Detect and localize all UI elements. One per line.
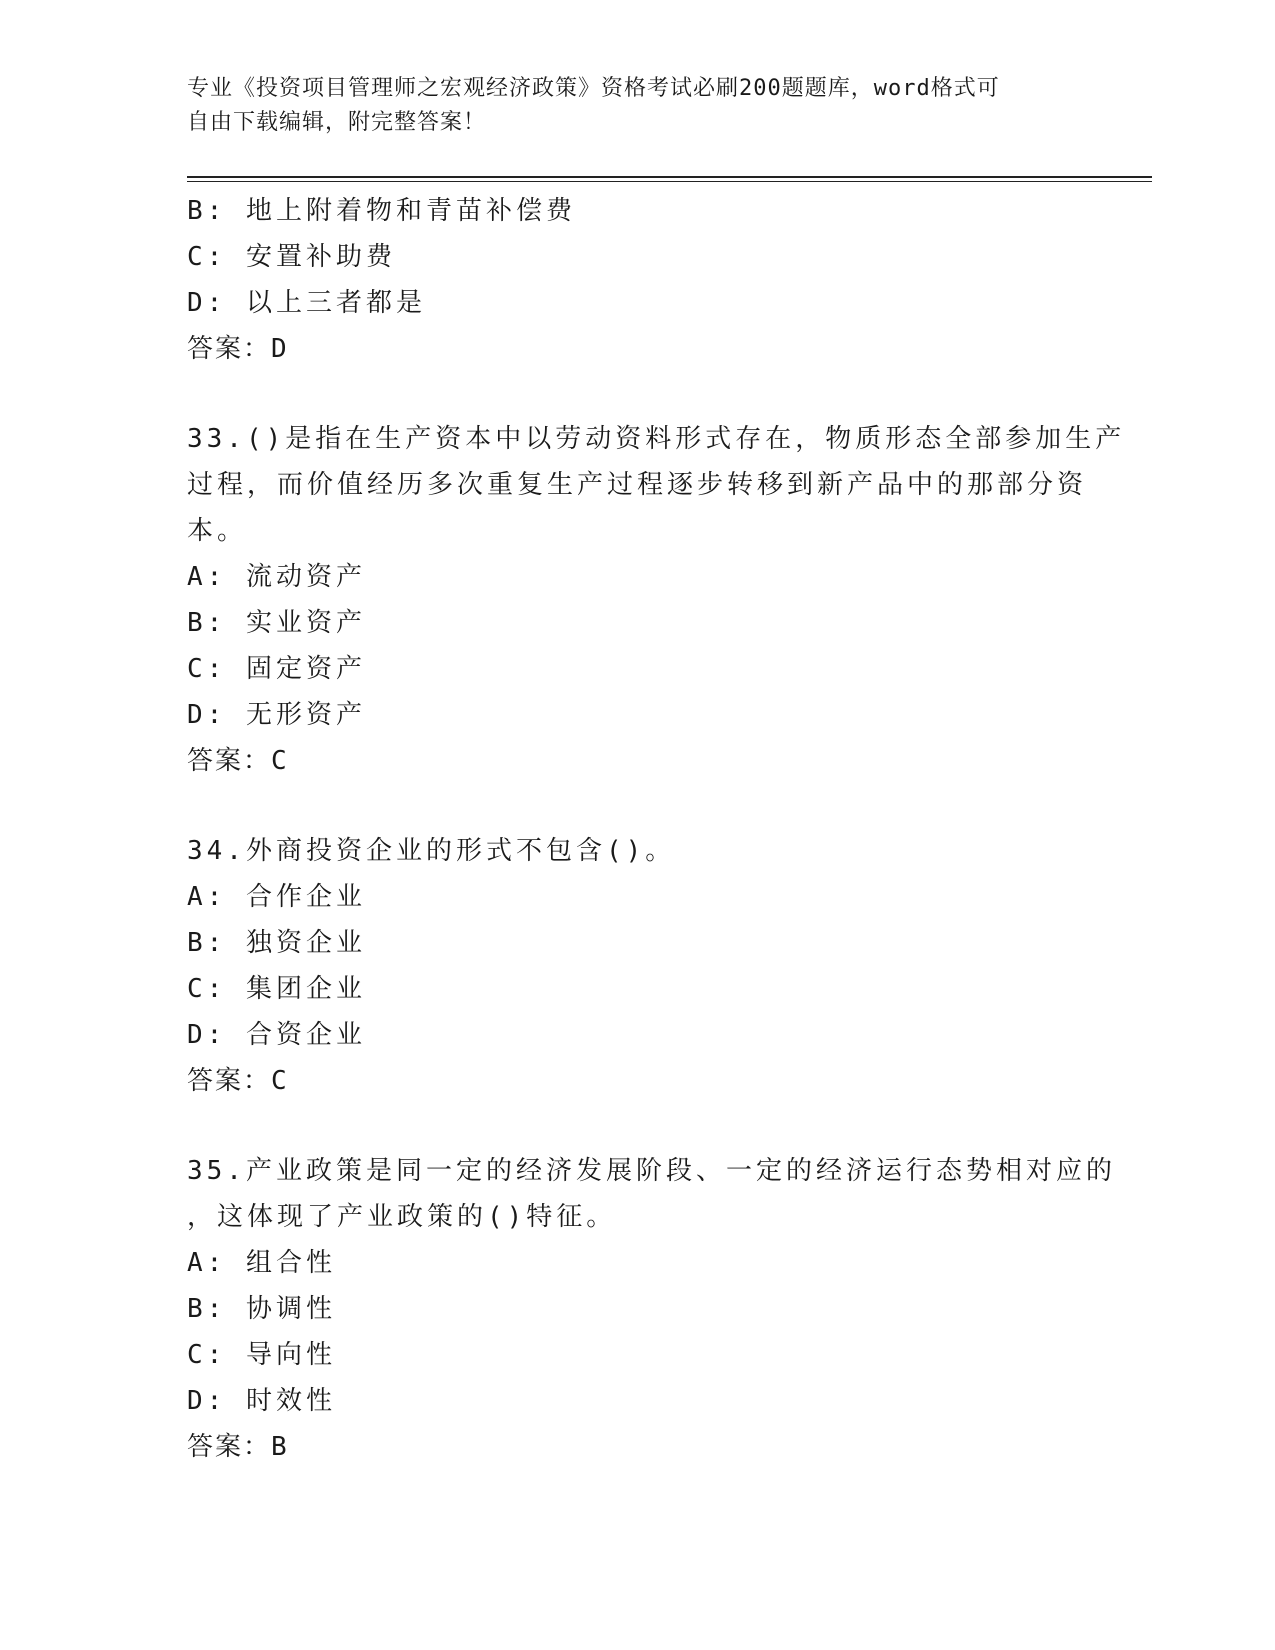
option-a: A: 流动资产 <box>187 562 366 592</box>
question-stem: 34.外商投资企业的形式不包含()。 <box>187 836 676 866</box>
option-d: D: 无形资产 <box>187 700 366 730</box>
option-b: B: 协调性 <box>187 1294 336 1324</box>
answer: 答案：B <box>187 1432 289 1462</box>
question-35 <box>187 1148 1116 1470</box>
question-stem: 33.()是指在生产资本中以劳动资料形式存在，物质形态全部参加生产 <box>187 424 1126 454</box>
option-c: C: 导向性 <box>187 1340 336 1370</box>
spacer <box>187 372 1087 416</box>
header-divider-thin <box>187 181 1152 182</box>
option-c: C: 安置补助费 <box>187 242 396 272</box>
option-d: D: 时效性 <box>187 1386 336 1416</box>
answer: 答案：C <box>187 1066 289 1096</box>
option-b: B: 地上附着物和青苗补偿费 <box>187 196 576 226</box>
header-line-2: 自由下载编辑，附完整答案！ <box>187 110 487 135</box>
option-b: B: 实业资产 <box>187 608 366 638</box>
option-a: A: 组合性 <box>187 1248 336 1278</box>
header-divider-thick <box>187 176 1152 178</box>
question-34 <box>187 828 1087 1104</box>
answer: 答案：C <box>187 746 289 776</box>
spacer <box>187 784 1087 828</box>
document-header <box>187 72 1067 140</box>
question-stem: 过程，而价值经历多次重复生产过程逐步转移到新产品中的那部分资 <box>187 470 1088 500</box>
answer: 答案：D <box>187 334 289 364</box>
option-c: C: 固定资产 <box>187 654 366 684</box>
header-line-1: 专业《投资项目管理师之宏观经济政策》资格考试必刷200题题库，word格式可 <box>187 76 1000 101</box>
option-c: C: 集团企业 <box>187 974 366 1004</box>
option-d: D: 合资企业 <box>187 1020 366 1050</box>
question-stem: 本。 <box>187 516 248 546</box>
option-d: D: 以上三者都是 <box>187 288 426 318</box>
question-33 <box>187 416 1126 784</box>
option-a: A: 合作企业 <box>187 882 366 912</box>
option-b: B: 独资企业 <box>187 928 366 958</box>
question-list <box>187 188 1126 1470</box>
question-stem: 35.产业政策是同一定的经济发展阶段、一定的经济运行态势相对应的 <box>187 1156 1116 1186</box>
spacer <box>187 1104 1087 1148</box>
question-stem: ，这体现了产业政策的()特征。 <box>187 1202 617 1232</box>
question-32 <box>187 188 1087 372</box>
